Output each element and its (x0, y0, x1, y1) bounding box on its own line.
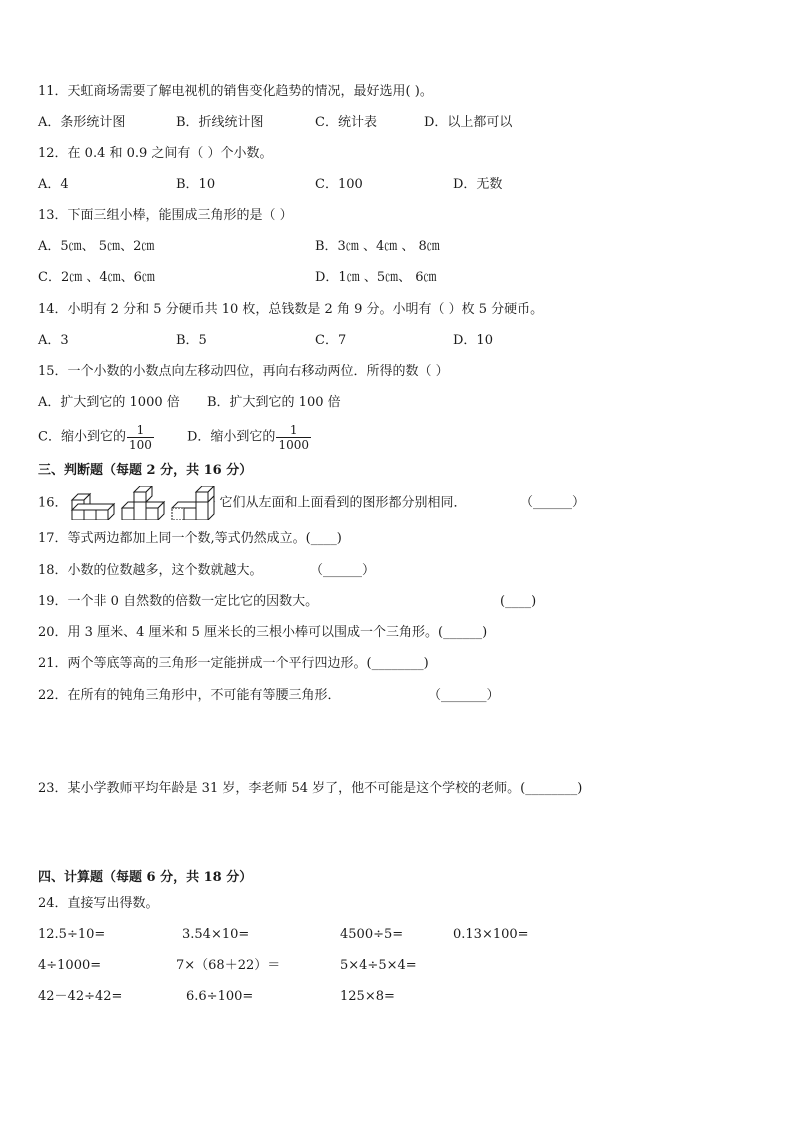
calc-item: 12.5÷10= (38, 927, 106, 942)
q16-answer-blank[interactable]: （______） (520, 495, 586, 510)
calc-item: 125×8= (340, 989, 395, 1004)
section-3-heading: 三、判断题（每题 2 分，共 16 分） (38, 463, 253, 478)
question-24: 24．直接写出得数。 (38, 896, 159, 911)
q12-option-d: D．无数 (453, 177, 503, 192)
calc-item: 42－42÷42= (38, 989, 123, 1004)
q11-option-d: D．以上都可以 (424, 115, 513, 130)
question-18: 18．小数的位数越多，这个数就越大。 (38, 563, 263, 578)
question-23: 23．某小学教师平均年龄是 31 岁，李老师 54 岁了，他不可能是这个学校的老师。(________) (38, 781, 583, 796)
q12-option-c: C．100 (315, 177, 363, 192)
fraction-denominator: 100 (128, 438, 152, 452)
question-12: 12．在 0.4 和 0.9 之间有（ ）个小数。 (38, 146, 273, 161)
q16-text: 它们从左面和上面看到的图形都分别相同． (219, 495, 467, 511)
q13-option-b: B．3㎝ 、4㎝ 、 8㎝ (315, 239, 440, 254)
q15-option-c (38, 423, 154, 452)
section-4-heading: 四、计算题（每题 6 分，共 18 分） (38, 870, 253, 885)
q15-option-d-label: D．缩小到它的 (187, 429, 276, 445)
q16-number: 16． (38, 495, 68, 511)
calc-item: 6.6÷100= (186, 989, 254, 1004)
fraction-denominator: 1000 (278, 438, 309, 452)
cube-figures (68, 486, 220, 520)
calc-item: 7×（68＋22）＝ (176, 958, 281, 973)
q19-answer-blank[interactable]: (____) (500, 594, 537, 609)
question-21: 21．两个等底等高的三角形一定能拼成一个平行四边形。(________) (38, 656, 429, 671)
calc-item: 5×4÷5×4= (340, 958, 417, 973)
calc-item: 4÷1000= (38, 958, 102, 973)
question-17: 17．等式两边都加上同一个数,等式仍然成立。(____) (38, 531, 342, 546)
q11-option-b: B．折线统计图 (176, 115, 264, 130)
q15-option-b: B．扩大到它的 100 倍 (207, 395, 341, 410)
q22-answer-blank[interactable]: （_______） (428, 688, 500, 703)
question-20: 20．用 3 厘米、4 厘米和 5 厘米长的三根小棒可以围成一个三角形。(______) (38, 625, 488, 640)
q15-option-d (187, 423, 311, 452)
calc-item: 4500÷5= (340, 927, 404, 942)
q14-option-b: B．5 (176, 333, 207, 348)
question-19: 19．一个非 0 自然数的倍数一定比它的因数大。 (38, 594, 319, 609)
fraction-1-1000 (276, 423, 311, 452)
q12-option-a: A．4 (38, 177, 69, 192)
q13-option-d: D．1㎝ 、5㎝、 6㎝ (315, 270, 437, 285)
q11-option-a: A．条形统计图 (38, 115, 126, 130)
q13-option-a: A．5㎝、 5㎝、2㎝ (38, 239, 155, 254)
question-15: 15．一个小数的小数点向左移动四位，再向右移动两位．所得的数（ ） (38, 364, 449, 379)
q18-answer-blank[interactable]: （______） (310, 563, 376, 578)
q15-option-a: A．扩大到它的 1000 倍 (38, 395, 180, 410)
calc-item: 0.13×100= (453, 927, 529, 942)
calc-item: 3.54×10= (182, 927, 250, 942)
question-14: 14．小明有 2 分和 5 分硬币共 10 枚，总钱数是 2 角 9 分。小明有（ ）枚 5 分硬币。 (38, 302, 544, 317)
fraction-numerator: 1 (276, 423, 311, 438)
q11-option-c: C．统计表 (315, 115, 377, 130)
q14-option-a: A．3 (38, 333, 69, 348)
q15-option-c-label: C．缩小到它的 (38, 429, 126, 445)
question-11: 11．天虹商场需要了解电视机的销售变化趋势的情况，最好选用( )。 (38, 84, 433, 99)
q13-option-c: C．2㎝ 、4㎝、6㎝ (38, 270, 155, 285)
q14-option-c: C．7 (315, 333, 347, 348)
fraction-1-100 (127, 423, 154, 452)
question-16 (38, 486, 467, 521)
question-13: 13．下面三组小棒，能围成三角形的是（ ） (38, 208, 293, 223)
question-22: 22．在所有的钝角三角形中，不可能有等腰三角形． (38, 688, 341, 703)
fraction-numerator: 1 (127, 423, 154, 438)
q14-option-d: D．10 (453, 333, 493, 348)
q12-option-b: B．10 (176, 177, 216, 192)
